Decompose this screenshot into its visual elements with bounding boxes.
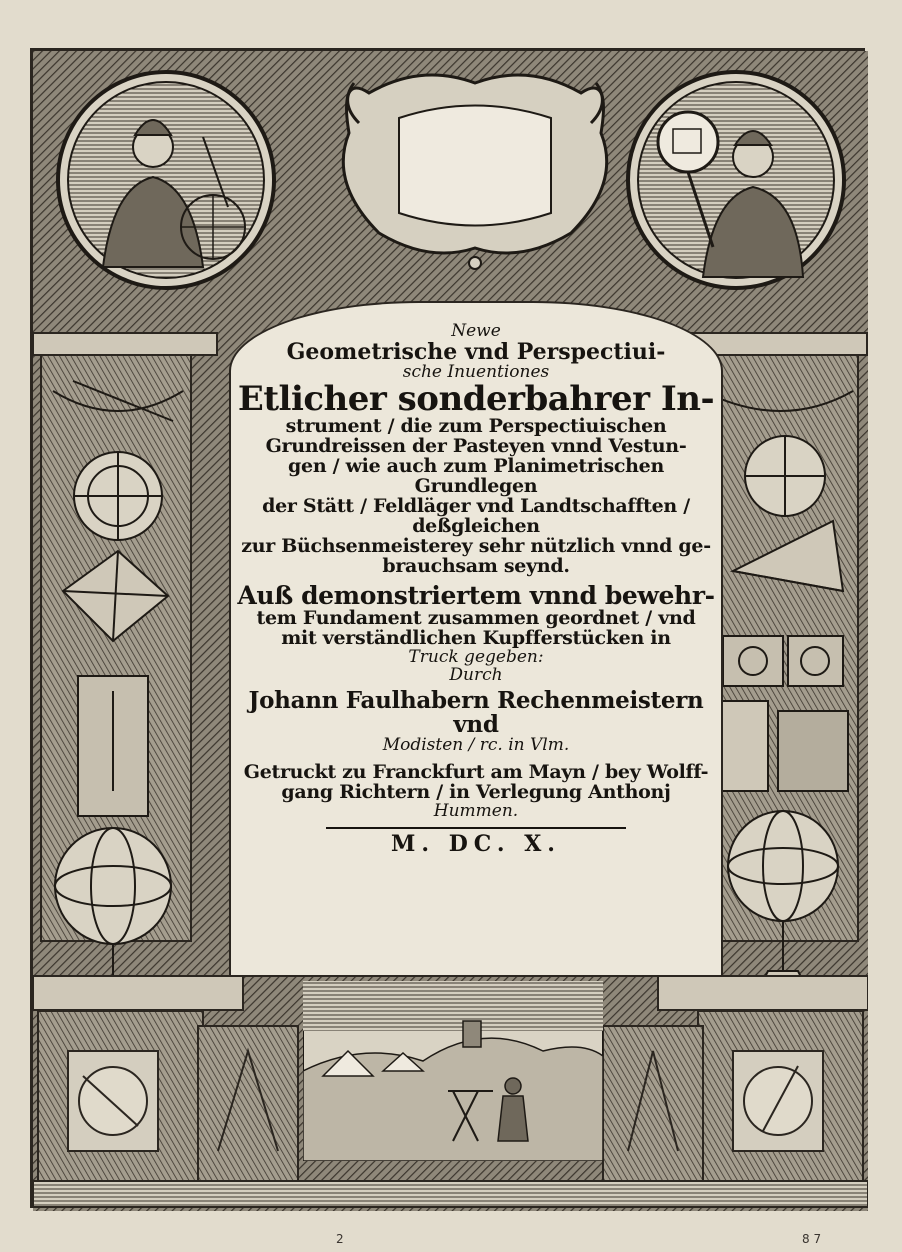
title-line-10: brauchsam seynd. bbox=[382, 555, 570, 578]
title-line-8: der Stätt / Feldläger vnd Landtschafften / deßgleichen bbox=[262, 495, 690, 538]
title-line-15: Durch bbox=[449, 664, 503, 685]
title-line-11: Auß demonstriertem vnnd bewehr- bbox=[237, 580, 715, 610]
engraved-plate bbox=[30, 48, 865, 1208]
title-line-4: Etlicher sonderbahrer In- bbox=[237, 378, 715, 419]
title-line-6: Grundreissen der Pasteyen vnnd Vestun- bbox=[265, 435, 687, 458]
title-line-7: gen / wie auch zum Planimetrischen Grundlegen bbox=[288, 455, 664, 498]
divider-rule bbox=[326, 827, 626, 829]
scholar-medallion bbox=[623, 67, 849, 293]
title-line-9: zur Büchsenmeisterey sehr nützlich vnnd ge- bbox=[241, 535, 711, 558]
surveying-scene bbox=[303, 981, 603, 1161]
title-line-2: Geometrische vnd Perspectiui- bbox=[286, 338, 666, 365]
author-title-line: Modisten / rc. in Vlm. bbox=[382, 735, 570, 756]
publication-year: M. DC. X. bbox=[391, 830, 561, 857]
author-line: Johann Faulhabern Rechenmeistern vnd bbox=[248, 686, 704, 738]
cartouche-ornament bbox=[329, 63, 621, 273]
title-line-14: Truck gegeben: bbox=[408, 647, 544, 668]
imprint-line-3: Hummen. bbox=[433, 800, 519, 821]
page-mark-right: 8 7 bbox=[802, 1232, 822, 1246]
imprint-line-2: gang Richtern / in Verlegung Anthonj bbox=[281, 780, 671, 803]
title-line-1: Newe bbox=[451, 321, 501, 341]
title-line-13: mit verständlichen Kupfferstücken in bbox=[281, 627, 671, 650]
page-mark-center: 2 bbox=[336, 1232, 344, 1246]
title-line-12: tem Fundament zusammen geordnet / vnd bbox=[256, 607, 696, 630]
title-line-5: strument / die zum Perspectiuischen bbox=[285, 415, 667, 438]
title-panel bbox=[229, 301, 723, 977]
astronomer-medallion bbox=[53, 67, 279, 293]
title-line-3: sche Inuentiones bbox=[402, 361, 550, 382]
imprint-line-1: Getruckt zu Franckfurt am Mayn / bey Wolff- bbox=[243, 760, 709, 783]
